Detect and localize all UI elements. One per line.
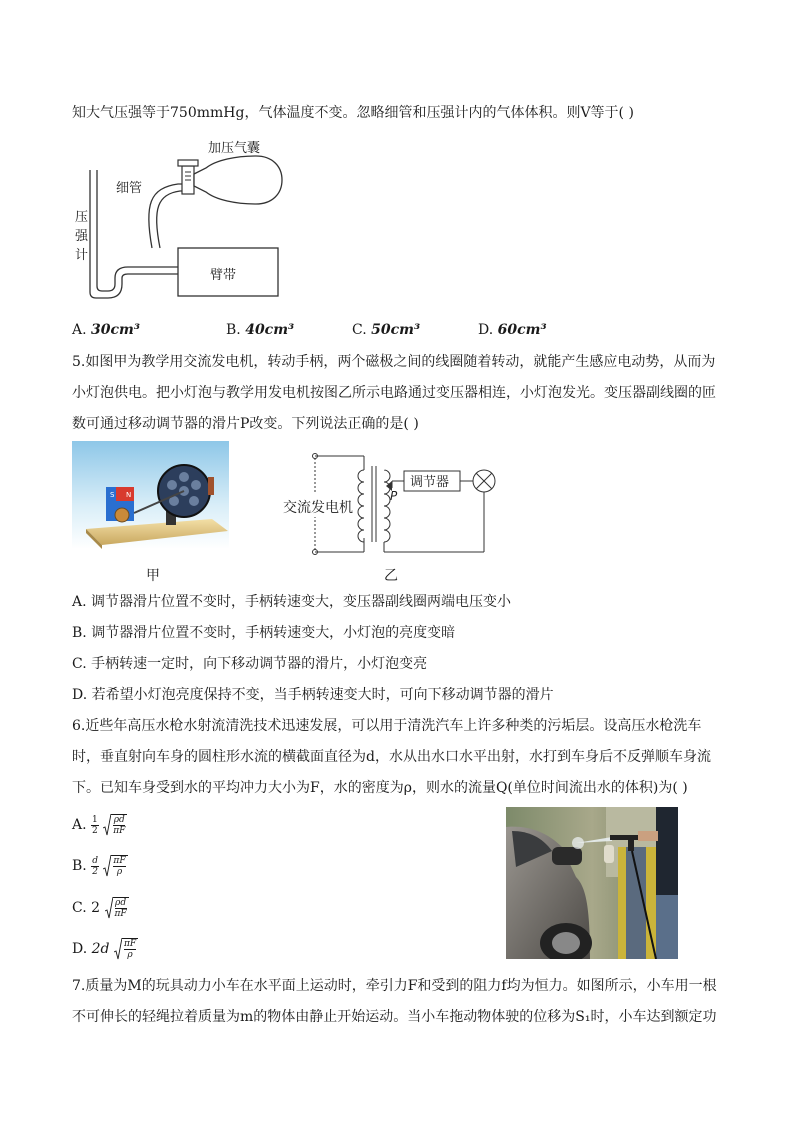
q5-figure-jia-caption: 甲 — [146, 568, 160, 584]
q4-label-bulb: 加压气囊 — [208, 141, 261, 156]
q6-stem-line-3: 下。已知车身受到水的平均冲力大小为F，水的密度为ρ，则水的流量Q(单位时间流出水的体积)为( ) — [72, 780, 688, 796]
q5-option-b: B. 调节器滑片位置不变时，手柄转速变大，小灯泡的亮度变暗 — [72, 625, 456, 641]
q4-figure-sphygmomanometer — [66, 134, 296, 304]
q5-stem-line-1: 5.如图甲为教学用交流发电机，转动手柄，两个磁极之间的线圈随着转动，就能产生感应电动势，从而为 — [72, 354, 716, 370]
q5-option-c: C. 手柄转速一定时，向下移动调节器的滑片，小灯泡变亮 — [72, 656, 428, 672]
q4-option-b: B. 40cm³ — [226, 322, 295, 338]
q4-label-gauge: 压强计 — [75, 210, 89, 263]
q5-option-d: D. 若希望小灯泡亮度保持不变，当手柄转速变大时，可向下移动调节器的滑片 — [72, 687, 554, 703]
q4-option-d: D. 60cm³ — [478, 322, 547, 338]
q5-magnet-s-label: S — [110, 491, 115, 499]
q6-figure-car-wash-photo — [506, 807, 678, 959]
q4-stem-line: 知大气压强等于750mmHg，气体温度不变。忽略细管和压强计内的气体体积。则V等于( ) — [72, 105, 634, 121]
q6-option-b: B. $\frac{d}{2}$ $\frac{\pi F}{\rho}$ — [72, 855, 126, 877]
q6-option-c: C. 2 $\frac{\rho d}{\pi F}$ — [72, 898, 127, 919]
q4-option-a: A. 30cm³ — [72, 322, 140, 338]
q4-option-c: C. 50cm³ — [352, 322, 421, 338]
q5-stem-line-3: 数可通过移动调节器的滑片P改变。下列说法正确的是( ) — [72, 416, 419, 432]
q5-stem-line-2: 小灯泡供电。把小灯泡与教学用发电机按图乙所示电路通过变压器相连，小灯泡发光。变压器副线圈的匝 — [72, 385, 716, 401]
q6-stem-line-1: 6.近些年高压水枪水射流清洗技术迅速发展，可以用于清洗汽车上许多种类的污垢层。设高压水枪洗车 — [72, 718, 702, 734]
q5-circuit-slider-p: P — [390, 489, 398, 503]
q5-figure-yi-caption: 乙 — [384, 568, 398, 584]
q5-circuit-regulator-label: 调节器 — [410, 475, 450, 490]
q4-label-tube: 细管 — [116, 181, 143, 196]
q5-figure-jia-generator-photo — [72, 441, 229, 549]
q4-label-cuff: 臂带 — [210, 268, 237, 283]
q7-stem-line-1: 7.质量为M的玩具动力小车在水平面上运动时，牵引力F和受到的阻力f均为恒力。如图所示，小车用一根 — [72, 978, 717, 994]
q6-option-d: D. 2d $\frac{\pi F}{\rho}$ — [72, 939, 137, 960]
q6-stem-line-2: 时，垂直射向车身的圆柱形水流的横截面直径为d，水从出水口水平出射，水打到车身后不反弹顺车身流 — [72, 749, 711, 765]
q5-magnet-n-label: N — [126, 491, 132, 499]
q5-option-a: A. 调节器滑片位置不变时，手柄转速变大，变压器副线圈两端电压变小 — [72, 594, 512, 610]
q7-stem-line-2: 不可伸长的轻绳拉着质量为m的物体由静止开始运动。当小车拖动物体驶的位移为S₁时，小车达到额定功 — [72, 1009, 717, 1025]
q5-circuit-generator-label: 交流发电机 — [283, 497, 353, 517]
q6-option-a: A. $\frac{1}{2}$ $\frac{\rho d}{\pi F}$ — [72, 814, 126, 836]
